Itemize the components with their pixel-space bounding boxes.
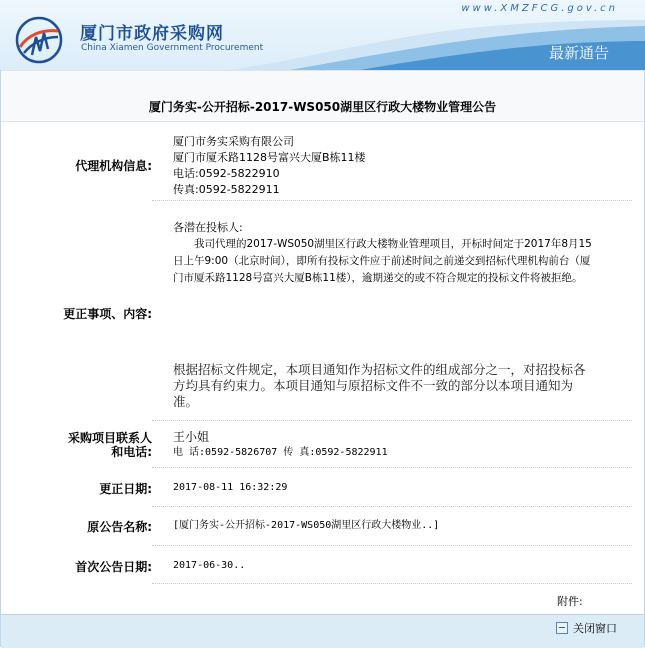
- row-divider: [152, 583, 632, 584]
- first-date-label: 首次公告日期:: [75, 560, 152, 574]
- correction-date-label: 更正日期:: [99, 482, 152, 496]
- agency-info: [173, 134, 366, 198]
- row-divider: [152, 467, 632, 468]
- close-window-label: 关闭窗口: [573, 622, 617, 635]
- attachment-label: 附件:: [557, 595, 583, 608]
- original-label: 原公告名称:: [87, 520, 152, 534]
- site-name-english: China Xiamen Government Procurement: [81, 43, 264, 53]
- site-name: 厦门市政府采购网: [80, 24, 224, 44]
- row-divider: [152, 420, 632, 421]
- site-header: [0, 0, 645, 70]
- close-window-icon: [556, 622, 568, 634]
- contact-label: [22, 431, 152, 459]
- correction-greeting: 各潜在投标人:: [173, 221, 243, 234]
- original-announcement-link[interactable]: [厦门务实-公开招标-2017-WS050湖里区行政大楼物业..]: [173, 520, 440, 531]
- agency-name: 厦门市务实采购有限公司: [173, 135, 294, 148]
- contact-phone-fax: 电 话:0592-5826707 传 真:0592-5822911: [173, 447, 388, 458]
- row-divider: [152, 200, 632, 201]
- announcement-title: 厦门务实-公开招标-2017-WS050湖里区行政大楼物业管理公告: [148, 100, 497, 114]
- procurement-logo-icon: [14, 15, 64, 65]
- contact-name: 王小姐: [173, 430, 210, 444]
- site-url: www.XMZFCG.gov.cn: [461, 3, 618, 14]
- correction-body: 我司代理的2017-WS050湖里区行政大楼物业管理项目，开标时间定于2017年8月15日上午9:00（北京时间），即所有投标文件应于前述时间之前递交到招标代理机构前台（厦门市厦禾路1128号富兴大厦B栋11楼），逾期递交的或不符合规定的投标文件将被拒绝。: [173, 238, 592, 284]
- agency-phone: 电话:0592-5822910: [173, 167, 280, 180]
- agency-address: 厦门市厦禾路1128号富兴大厦B栋11楼: [173, 151, 366, 164]
- close-window-button[interactable]: [556, 620, 617, 636]
- section-title: 最新通告: [548, 44, 609, 62]
- row-divider: [152, 506, 632, 507]
- agency-fax: 传真:0592-5822911: [173, 183, 280, 196]
- contact-label-line1: 采购项目联系人: [67, 431, 152, 445]
- first-date-value: 2017-06-30..: [173, 560, 246, 571]
- correction-date-value: 2017-08-11 16:32:29: [173, 482, 288, 493]
- row-divider: [152, 545, 632, 546]
- contact-label-line2: 和电话:: [111, 445, 152, 459]
- correction-content: [173, 220, 593, 287]
- correction-note: 根据招标文件规定，本项目通知作为招标文件的组成部分之一，对招投标各方均具有约束力。本项目通知与原招标文件不一致的部分以本项目通知为准。: [173, 362, 586, 409]
- agency-label: 代理机构信息:: [75, 159, 152, 173]
- correction-label: 更正事项、内容:: [63, 307, 152, 321]
- footer-bar: [1, 614, 644, 648]
